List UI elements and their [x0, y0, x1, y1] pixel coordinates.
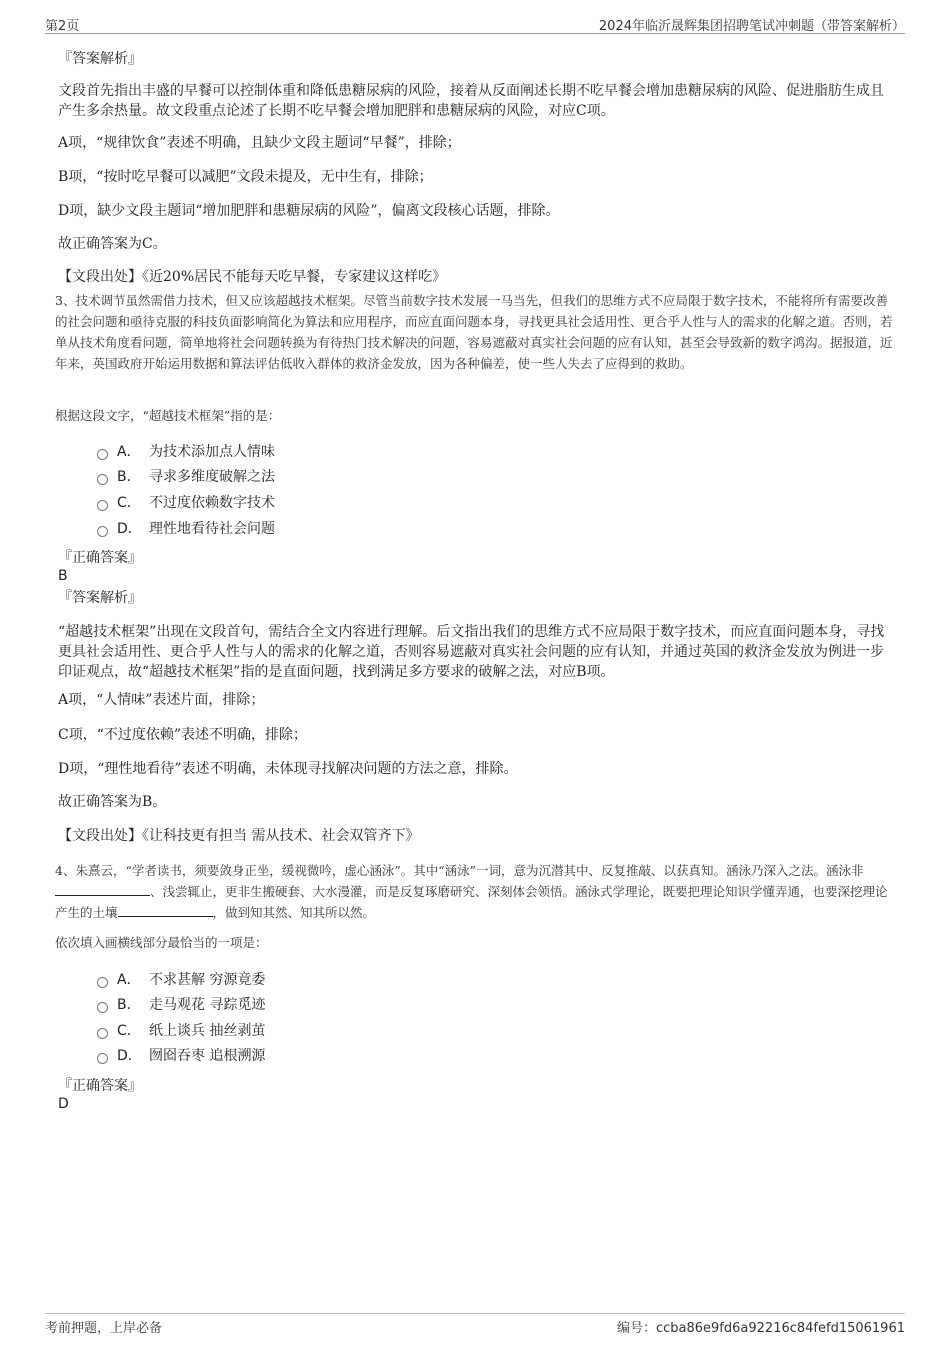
radio-icon[interactable] — [97, 474, 108, 485]
analysis-option-c: C项，“不过度依赖”表述不明确，排除； — [58, 727, 308, 743]
q3-option-c[interactable]: C． 不过度依赖数字技术 — [97, 493, 275, 513]
analysis-option-a: A项，“人情味”表述片面，排除； — [58, 692, 265, 708]
q3-option-d[interactable]: D． 理性地看待社会问题 — [97, 519, 275, 539]
question-3-prompt: 根据这段文字，“超越技术框架”指的是： — [55, 408, 281, 423]
source-citation: 【文段出处】《让科技更有担当 需从技术、社会双管齐下》 — [58, 828, 420, 844]
q4-option-c[interactable]: C． 纸上谈兵 抽丝剥茧 — [97, 1021, 265, 1041]
q3-option-a[interactable]: A． 为技术添加点人情味 — [97, 442, 275, 462]
radio-icon[interactable] — [97, 500, 108, 511]
radio-icon[interactable] — [97, 449, 108, 460]
correct-answer-label: 『正确答案』 — [58, 550, 142, 566]
radio-icon[interactable] — [97, 1002, 108, 1013]
answer-conclusion: 故正确答案为B。 — [58, 794, 167, 810]
answer-conclusion: 故正确答案为C。 — [58, 236, 167, 252]
page-footer — [45, 1313, 905, 1334]
analysis-text: “超越技术框架”出现在文段首句，需结合全文内容进行理解。后文指出我们的思维方式不应局限于数字技术，而应直面问题本身，寻找更具社会适用性、更合乎人性与人的需求的化解之道，否则容易遮蔽对真实社会问题的应有认知，并通过英国的救济金发放为例进一步印证观点，故“超越技术框架”指的是直面问题，找到满足多方要求的破解之法，对应B项。 — [58, 624, 885, 680]
analysis-label: 『答案解析』 — [58, 590, 142, 606]
question-4-text: 4、朱熹云，“学者读书，须要敛身正坐，缓视微吟，虚心涵泳”。其中“涵泳”一词，意为沉潜其中、反复推敲、以获真知。涵泳乃深入之法。涵泳非、浅尝辄止，更非生搬硬套、大水漫灌，而是反复琢磨研究、深刻体会领悟。涵泳式学理论，既要把理论知识学懂弄通，也要深挖理论产生的土壤 ，做到知其然、知其所以然。 — [55, 863, 888, 920]
analysis-text: 文段首先指出丰盛的早餐可以控制体重和降低患糖尿病的风险，接着从反面阐述长期不吃早餐会增加患糖尿病的风险、促进脂肪生成且产生多余热量。故文段重点论述了长期不吃早餐会增加肥胖和患糖尿病的风险，对应C项。 — [58, 83, 884, 119]
question-4-prompt: 依次填入画横线部分最恰当的一项是： — [55, 935, 268, 950]
analysis-option-b: B项，“按时吃早餐可以减肥”文段未提及，无中生有，排除； — [58, 169, 433, 185]
page-header — [45, 13, 905, 34]
radio-icon[interactable] — [97, 1028, 108, 1039]
fill-blank-2 — [118, 904, 213, 917]
question-3-text: 3、技术调节虽然需借力技术，但又应该超越技术框架。尽管当前数字技术发展一马当先，但我们的思维方式不应局限于数字技术，不能将所有需要改善的社会问题和亟待克服的科技负面影响简化为算法和应用程序，而应直面问题本身，寻找更具社会适用性、更合乎人性与人的需求的化解之道。否则，若单从技术角度看问题，简单地将社会问题转换为有待热门技术解决的问题，容易遮蔽对真实社会问题的应有认知，甚至会导致新的数字鸿沟。据报道，近年来，英国政府开始运用数据和算法评估低收入群体的救济金发放，因为各种偏差，使一些人失去了应得到的救助。 — [55, 293, 893, 371]
analysis-option-a: A项，“规律饮食”表述不明确，且缺少文段主题词“早餐”，排除； — [58, 135, 461, 151]
analysis-label: 『答案解析』 — [58, 51, 142, 67]
q4-option-a[interactable]: A． 不求甚解 穷源竟委 — [97, 970, 265, 990]
radio-icon[interactable] — [97, 1053, 108, 1064]
radio-icon[interactable] — [97, 526, 108, 537]
analysis-option-d: D项，“理性地看待”表述不明确，未体现寻找解决问题的方法之意，排除。 — [58, 761, 518, 777]
footer-slogan: 考前押题，上岸必备 — [45, 1321, 163, 1336]
analysis-option-d: D项，缺少文段主题词“增加肥胖和患糖尿病的风险”，偏离文段核心话题，排除。 — [58, 203, 560, 219]
fill-blank-1 — [55, 883, 150, 896]
correct-answer: D — [58, 1096, 69, 1112]
q3-option-b[interactable]: B． 寻求多维度破解之法 — [97, 467, 275, 487]
correct-answer-label: 『正确答案』 — [58, 1078, 142, 1094]
page-number: 第2页 — [45, 19, 80, 34]
document-title: 2024年临沂晟辉集团招聘笔试冲刺题（带答案解析） — [598, 19, 905, 34]
source-citation: 【文段出处】《近20%居民不能每天吃早餐，专家建议这样吃》 — [58, 269, 447, 285]
q4-option-d[interactable]: D． 囫囵吞枣 追根溯源 — [97, 1046, 265, 1066]
radio-icon[interactable] — [97, 977, 108, 988]
correct-answer: B — [58, 568, 68, 584]
document-id: 编号：ccba86e9fd6a92216c84fefd15061961 — [616, 1321, 905, 1336]
q4-option-b[interactable]: B． 走马观花 寻踪觅迹 — [97, 995, 265, 1015]
